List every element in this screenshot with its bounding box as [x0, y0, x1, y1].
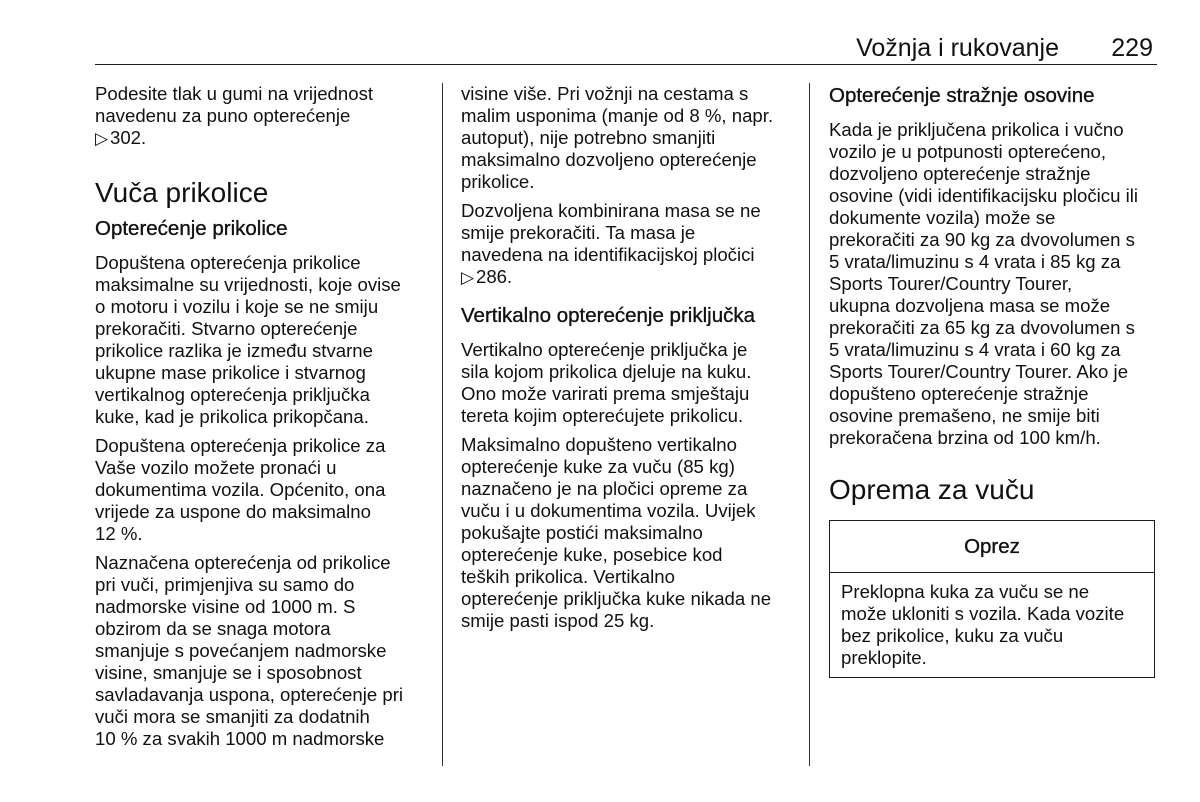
paragraph: Maksimalno dopušteno vertikalno opterećenje kuke za vuču (85 kg) naznačeno je na pločici opreme za vuču i u dokumentima vozila. Uvijek pokušajte postići maksimalno opterećenje kuke, posebice kod teških prikolica. Vertikalno opterećenje priključka kuke nikada ne smije pasti ispod 25 kg. [461, 434, 772, 631]
header-rule [95, 64, 1157, 65]
header-title: Vožnja i rukovanje [856, 34, 1059, 62]
intro-paragraph: Podesite tlak u gumi na vrijednost navedenu za puno opterećenje ▷ 302. [95, 83, 374, 148]
paragraph: Dozvoljena kombinirana masa se ne smije prekoračiti. Ta masa je navedena na identifikacijskoj pločici ▷ 286. [461, 200, 761, 287]
paragraph: Kada je priključena prikolica i vučno vozilo je u potpunosti opterećeno, dozvoljeno opterećenje stražnje osovine (vidi identifikacijsku pločicu ili dokumente vozila) može se prekoračiti za 90 kg za dvovolumen s 5 vrata/limuzinu s 4 vrata i 85 kg za Sports Tourer/Country Tourer, ukupna dozvoljena masa se može prekoračiti za 65 kg za dvovolumen s 5 vrata/limuzinu s 4 vrata i 60 kg za Sports Tourer/Country Tourer. Ako je dopušteno opterećenje stražnje osovine premašeno, ne smije biti prekoračena brzina od 100 km/h. [829, 119, 1138, 448]
caution-title: Oprez [830, 521, 1154, 573]
column-1 [95, 83, 425, 757]
section-title-towing-equipment: Oprema za vuču [829, 474, 1035, 505]
subheading-trailer-load: Opterećenje prikolice [95, 217, 288, 240]
page-reference: 286. [476, 266, 513, 287]
cross-reference-arrow-icon: ▷ [95, 129, 109, 148]
page-number: 229 [1111, 34, 1153, 62]
paragraph: Dopuštena opterećenja prikolice za Vaše vozilo možete pronaći u dokumentima vozila. Općenito, ona vrijede za uspone do maksimalno 12 %. [95, 435, 386, 544]
page-reference: 302. [110, 127, 147, 148]
paragraph: Naznačena opterećenja od prikolice pri vuči, primjenjiva su samo do nadmorske visine od 1000 m. S obzirom da se snaga motora smanjuje s povećanjem nadmorske visine, smanjuje se i sposobnost savladavanja uspona, opterećenje pri vuči mora se smanjiti za dodatnih 10 % za svakih 1000 m nadmorske [95, 552, 404, 749]
subheading-vertical-coupling-load: Vertikalno opterećenje priključka [461, 304, 755, 327]
caution-box [829, 520, 1155, 678]
column-2 [461, 83, 793, 639]
paragraph: visine više. Pri vožnji na cestama s malim usponima (manje od 8 %, napr. autoput), nije potrebno smanjiti maksimalno dozvoljeno opterećenje prikolice. [461, 83, 774, 192]
caution-text: Preklopna kuka za vuču se ne može ukloniti s vozila. Kada vozite bez prikolice, kuku za vuču preklopite. [841, 581, 1125, 668]
subheading-rear-axle-load: Opterećenje stražnje osovine [829, 84, 1095, 107]
column-divider-2 [809, 83, 810, 766]
column-3 [829, 83, 1159, 507]
paragraph: Vertikalno opterećenje priključka je sila kojom prikolica djeluje na kuku. Ono može varirati prema smještaju tereta kojim opterećujete prikolicu. [461, 339, 752, 426]
page-header [95, 32, 1157, 64]
column-divider-1 [442, 83, 443, 766]
paragraph: Dopuštena opterećenja prikolice maksimalne su vrijednosti, koje ovise o motoru i vozilu i koje se ne smiju prekoračiti. Stvarno opterećenje prikolice razlika je između stvarne ukupne mase prikolice i stvarnog vertikalnog opterećenja priključka kuke, kad je prikolica prikopčana. [95, 252, 401, 427]
section-title-trailer-towing: Vuča prikolice [95, 177, 269, 208]
cross-reference-arrow-icon: ▷ [461, 268, 475, 287]
